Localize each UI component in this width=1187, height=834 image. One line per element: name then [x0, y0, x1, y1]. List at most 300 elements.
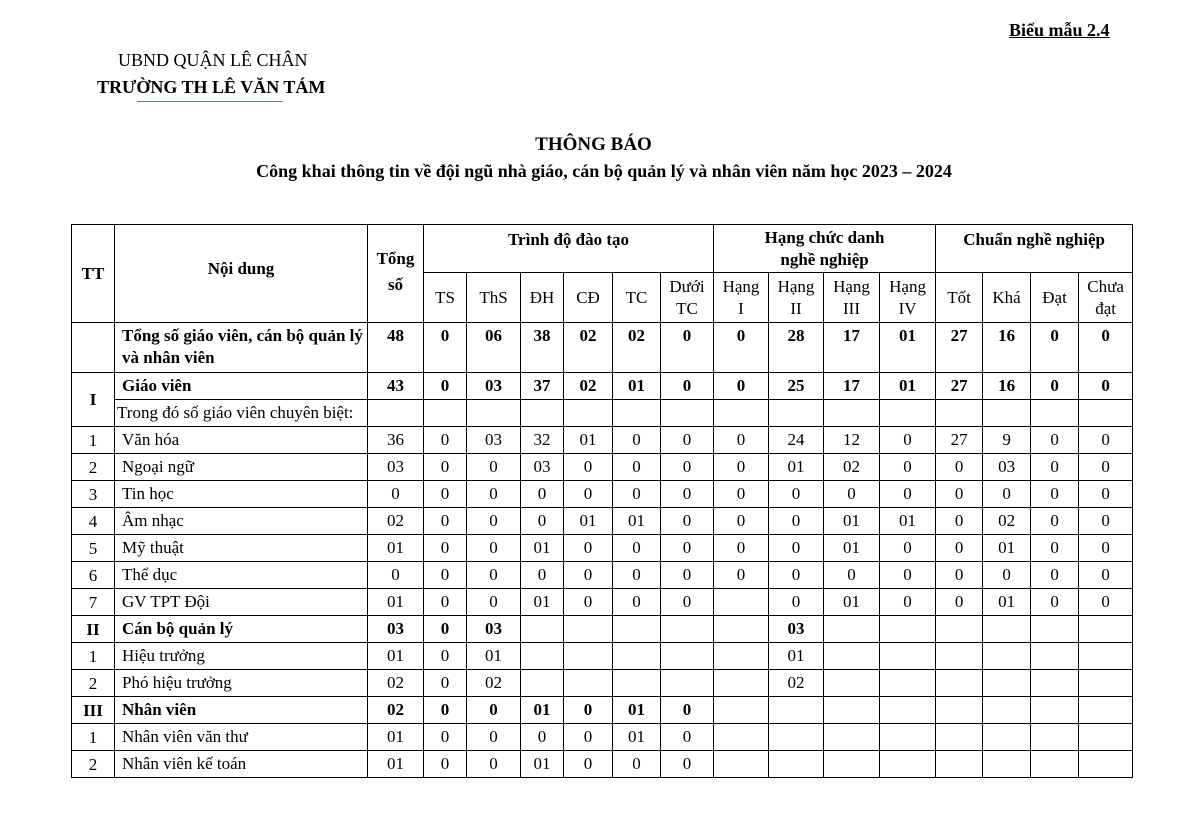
cell-value	[983, 400, 1031, 427]
cell-value: 25	[769, 373, 824, 400]
cell-value	[824, 751, 880, 778]
cell-value: 0	[1031, 562, 1079, 589]
cell-value: 0	[661, 373, 714, 400]
cell-value	[1079, 724, 1133, 751]
cell-value	[824, 724, 880, 751]
header-total-line2: số	[387, 274, 404, 294]
cell-value: 0	[564, 724, 613, 751]
header-ts-label: TS	[435, 287, 455, 307]
cell-value: 0	[467, 481, 521, 508]
cell-value	[1079, 400, 1133, 427]
cell-value	[824, 643, 880, 670]
cell-value	[936, 697, 983, 724]
header-ts	[424, 273, 467, 323]
cell-value	[1031, 670, 1079, 697]
cell-value	[661, 400, 714, 427]
cell-value	[983, 670, 1031, 697]
document-title: THÔNG BÁO	[535, 134, 652, 155]
cell-value	[1031, 616, 1079, 643]
header-group-rank-line1: Hạng chức danh	[764, 228, 885, 247]
cell-value: 0	[1079, 589, 1133, 616]
cell-value: 01	[824, 589, 880, 616]
table-body	[72, 323, 1133, 778]
cell-value: 01	[467, 643, 521, 670]
cell-value	[661, 643, 714, 670]
cell-value: 0	[424, 562, 467, 589]
cell-content: Cán bộ quản lý	[115, 616, 368, 643]
cell-value: 0	[424, 589, 467, 616]
cell-tt: 1	[72, 724, 115, 751]
header-group-rank-line2: nghề nghiệp	[780, 250, 869, 269]
cell-value: 03	[467, 427, 521, 454]
cell-value: 0	[467, 751, 521, 778]
cell-value: 28	[769, 323, 824, 373]
cell-value: 0	[661, 508, 714, 535]
cell-value: 17	[824, 323, 880, 373]
cell-tt: 5	[72, 535, 115, 562]
cell-value: 0	[769, 589, 824, 616]
cell-value: 0	[769, 481, 824, 508]
table-row	[72, 400, 1133, 427]
cell-value: 0	[1079, 454, 1133, 481]
table-row	[72, 670, 1133, 697]
cell-value: 0	[467, 562, 521, 589]
table-row	[72, 535, 1133, 562]
header-ths	[467, 273, 521, 323]
cell-value	[1031, 724, 1079, 751]
cell-value	[714, 616, 769, 643]
header-fair	[983, 273, 1031, 323]
cell-value: 27	[936, 323, 983, 373]
table-row	[72, 427, 1133, 454]
cell-value	[1079, 643, 1133, 670]
cell-value: 01	[521, 535, 564, 562]
cell-value: 0	[714, 427, 769, 454]
cell-value: 0	[661, 697, 714, 724]
cell-value: 02	[613, 323, 661, 373]
cell-content: GV TPT Đội	[115, 589, 368, 616]
cell-value: 0	[1031, 508, 1079, 535]
cell-value: 0	[368, 562, 424, 589]
cell-value	[564, 643, 613, 670]
cell-value: 0	[1031, 589, 1079, 616]
cell-value	[714, 643, 769, 670]
cell-value: 01	[880, 323, 936, 373]
cell-value: 01	[983, 535, 1031, 562]
cell-value	[521, 643, 564, 670]
cell-value	[1031, 643, 1079, 670]
cell-value: 0	[613, 751, 661, 778]
cell-value: 01	[564, 508, 613, 535]
header-group-training	[424, 225, 714, 273]
cell-tt	[72, 323, 115, 373]
header-rank3	[824, 273, 880, 323]
cell-tt: 1	[72, 427, 115, 454]
cell-value: 0	[1079, 535, 1133, 562]
cell-value	[714, 670, 769, 697]
cell-value: 01	[824, 508, 880, 535]
header-fair-label: Khá	[992, 287, 1021, 307]
cell-content: Nhân viên	[115, 697, 368, 724]
cell-value: 0	[564, 481, 613, 508]
cell-value: 01	[880, 373, 936, 400]
cell-value: 0	[880, 562, 936, 589]
cell-value: 0	[1031, 481, 1079, 508]
header-rank4-line2: IV	[898, 298, 917, 318]
cell-value: 27	[936, 427, 983, 454]
cell-content: Hiệu trưởng	[115, 643, 368, 670]
cell-tt: II	[72, 616, 115, 643]
cell-value: 01	[368, 535, 424, 562]
cell-tt: 2	[72, 454, 115, 481]
header-total	[368, 225, 424, 323]
cell-value: 0	[824, 481, 880, 508]
cell-value: 0	[661, 481, 714, 508]
cell-value: 24	[769, 427, 824, 454]
cell-value	[661, 616, 714, 643]
cell-value: 0	[467, 508, 521, 535]
cell-value: 0	[467, 589, 521, 616]
header-rank3-line2: III	[843, 298, 860, 318]
cell-value: 0	[1031, 535, 1079, 562]
cell-value: 0	[983, 562, 1031, 589]
header-rank1-line2: I	[738, 298, 744, 318]
cell-value: 03	[521, 454, 564, 481]
cell-value: 0	[424, 697, 467, 724]
cell-value: 01	[769, 643, 824, 670]
cell-value: 0	[564, 454, 613, 481]
cell-value	[467, 400, 521, 427]
header-group-standard	[936, 225, 1133, 273]
header-rank4-line1: Hạng	[889, 276, 926, 296]
cell-value: 01	[613, 724, 661, 751]
cell-value: 03	[769, 616, 824, 643]
header-fail	[1079, 273, 1133, 323]
cell-value	[880, 670, 936, 697]
cell-value: 0	[564, 562, 613, 589]
cell-value: 0	[424, 508, 467, 535]
cell-value: 0	[1079, 481, 1133, 508]
table-row	[72, 616, 1133, 643]
cell-value	[824, 400, 880, 427]
cell-value: 0	[1079, 562, 1133, 589]
cell-value: 01	[368, 751, 424, 778]
cell-value: 0	[424, 751, 467, 778]
cell-value: 01	[521, 589, 564, 616]
cell-value: 0	[661, 323, 714, 373]
cell-value: 0	[769, 562, 824, 589]
cell-value: 0	[368, 481, 424, 508]
cell-value	[824, 616, 880, 643]
school-name: TRƯỜNG TH LÊ VĂN TÁM	[97, 77, 326, 97]
cell-value	[521, 400, 564, 427]
cell-value: 16	[983, 323, 1031, 373]
header-dh	[521, 273, 564, 323]
header-pass-label: Đạt	[1042, 287, 1067, 307]
cell-value: 0	[880, 427, 936, 454]
cell-value	[880, 697, 936, 724]
cell-value: 0	[467, 535, 521, 562]
cell-value	[368, 400, 424, 427]
cell-value: 01	[368, 724, 424, 751]
cell-value: 01	[613, 373, 661, 400]
cell-value: 0	[424, 373, 467, 400]
header-below-tc	[661, 273, 714, 323]
cell-value	[880, 751, 936, 778]
cell-value: 0	[661, 562, 714, 589]
cell-value: 0	[564, 535, 613, 562]
header-content	[115, 225, 368, 323]
cell-value	[769, 697, 824, 724]
table-row	[72, 589, 1133, 616]
cell-content: Văn hóa	[115, 427, 368, 454]
cell-value	[824, 670, 880, 697]
cell-value	[613, 616, 661, 643]
table-row	[72, 562, 1133, 589]
cell-value: 0	[424, 724, 467, 751]
cell-value: 02	[564, 373, 613, 400]
cell-content: Tổng số giáo viên, cán bộ quản lý và nhân viên	[115, 323, 368, 373]
header-rank2	[769, 273, 824, 323]
cell-value	[880, 643, 936, 670]
cell-tt: 2	[72, 751, 115, 778]
cell-value	[983, 751, 1031, 778]
table-row	[72, 751, 1133, 778]
table-row	[72, 643, 1133, 670]
cell-value: 0	[824, 562, 880, 589]
header-tc	[613, 273, 661, 323]
cell-value	[1079, 697, 1133, 724]
cell-value: 02	[368, 697, 424, 724]
header-rank1-line1: Hạng	[722, 276, 760, 296]
cell-value: 0	[613, 589, 661, 616]
header-ths-label: ThS	[479, 287, 508, 307]
cell-value	[936, 400, 983, 427]
cell-value	[613, 643, 661, 670]
header-fail-line1: Chưa	[1087, 276, 1124, 296]
table-row	[72, 697, 1133, 724]
cell-value	[714, 589, 769, 616]
cell-value	[1031, 400, 1079, 427]
cell-value: 0	[1079, 323, 1133, 373]
header-content-label: Nội dung	[207, 259, 275, 278]
cell-tt: III	[72, 697, 115, 724]
cell-value	[983, 616, 1031, 643]
header-cd	[564, 273, 613, 323]
cell-value: 0	[613, 562, 661, 589]
table-row	[72, 454, 1133, 481]
cell-value	[880, 616, 936, 643]
cell-value: 0	[936, 454, 983, 481]
cell-value	[521, 616, 564, 643]
cell-tt: I	[72, 373, 115, 427]
cell-value: 0	[880, 589, 936, 616]
header-rank4	[880, 273, 936, 323]
cell-value: 12	[824, 427, 880, 454]
cell-value	[1031, 697, 1079, 724]
cell-tt: 1	[72, 643, 115, 670]
cell-value	[983, 724, 1031, 751]
cell-value	[769, 751, 824, 778]
cell-value: 0	[424, 427, 467, 454]
cell-value: 03	[467, 616, 521, 643]
cell-value: 0	[1031, 427, 1079, 454]
cell-value: 01	[368, 643, 424, 670]
cell-value	[613, 400, 661, 427]
form-code: Biểu mẫu 2.4	[1009, 20, 1110, 40]
staff-table	[71, 224, 1133, 778]
org-name: UBND QUẬN LÊ CHÂN	[118, 50, 308, 70]
header-below-tc-line1: Dưới	[669, 276, 705, 296]
cell-value	[936, 616, 983, 643]
cell-value: 0	[769, 508, 824, 535]
cell-value: 0	[661, 589, 714, 616]
cell-content: Phó hiệu trưởng	[115, 670, 368, 697]
cell-value: 43	[368, 373, 424, 400]
cell-value: 0	[714, 562, 769, 589]
cell-value: 17	[824, 373, 880, 400]
cell-value: 0	[424, 643, 467, 670]
cell-value: 0	[564, 589, 613, 616]
cell-value: 02	[564, 323, 613, 373]
cell-value: 0	[1079, 427, 1133, 454]
table-row	[72, 481, 1133, 508]
cell-value	[936, 724, 983, 751]
cell-value: 0	[936, 508, 983, 535]
cell-value	[564, 616, 613, 643]
cell-value: 02	[467, 670, 521, 697]
cell-value	[1031, 751, 1079, 778]
cell-value: 01	[613, 508, 661, 535]
header-cd-label: CĐ	[576, 287, 600, 307]
header-group-standard-label: Chuẩn nghề nghiệp	[963, 230, 1105, 249]
cell-value: 0	[1079, 373, 1133, 400]
cell-value	[564, 670, 613, 697]
cell-value: 0	[880, 535, 936, 562]
cell-value: 0	[936, 535, 983, 562]
cell-value: 01	[769, 454, 824, 481]
cell-value: 16	[983, 373, 1031, 400]
header-pass	[1031, 273, 1079, 323]
cell-value: 0	[661, 427, 714, 454]
cell-value: 0	[1031, 454, 1079, 481]
cell-value: 0	[564, 697, 613, 724]
cell-value: 0	[521, 481, 564, 508]
cell-value: 0	[467, 724, 521, 751]
cell-value	[880, 724, 936, 751]
cell-value: 37	[521, 373, 564, 400]
header-fail-line2: đạt	[1095, 298, 1116, 318]
table-row	[72, 373, 1133, 400]
header-tt	[72, 225, 115, 323]
cell-value: 01	[521, 751, 564, 778]
header-good-label: Tốt	[947, 287, 971, 307]
cell-value: 0	[936, 589, 983, 616]
cell-value: 02	[368, 670, 424, 697]
cell-value	[936, 670, 983, 697]
cell-value: 0	[714, 508, 769, 535]
cell-value: 0	[1031, 323, 1079, 373]
cell-value: 01	[368, 589, 424, 616]
cell-value: 0	[521, 562, 564, 589]
cell-value: 9	[983, 427, 1031, 454]
cell-value	[983, 697, 1031, 724]
header-group-training-label: Trình độ đào tạo	[507, 230, 630, 249]
header-rank2-line2: II	[790, 298, 802, 318]
cell-value: 0	[424, 670, 467, 697]
cell-value: 0	[613, 454, 661, 481]
cell-value: 0	[424, 616, 467, 643]
header-row-groups	[72, 225, 1133, 273]
cell-tt: 2	[72, 670, 115, 697]
cell-value: 48	[368, 323, 424, 373]
cell-content: Ngoại ngữ	[115, 454, 368, 481]
cell-value: 03	[368, 454, 424, 481]
cell-value	[1079, 670, 1133, 697]
header-good	[936, 273, 983, 323]
cell-content: Trong đó số giáo viên chuyên biệt:	[115, 400, 368, 427]
cell-value	[714, 724, 769, 751]
cell-tt: 7	[72, 589, 115, 616]
header-tc-label: TC	[625, 287, 648, 307]
cell-value: 03	[983, 454, 1031, 481]
cell-value: 0	[613, 535, 661, 562]
cell-value: 0	[661, 751, 714, 778]
cell-value: 0	[521, 724, 564, 751]
table-row	[72, 724, 1133, 751]
cell-value: 01	[613, 697, 661, 724]
cell-value	[424, 400, 467, 427]
cell-value	[1079, 751, 1133, 778]
cell-value	[936, 643, 983, 670]
header-group-rank	[714, 225, 936, 273]
cell-value	[521, 670, 564, 697]
cell-value: 03	[368, 616, 424, 643]
document-subtitle: Công khai thông tin về đội ngũ nhà giáo, cán bộ quản lý và nhân viên năm học 2023 – 2024	[256, 161, 952, 181]
cell-value: 0	[521, 508, 564, 535]
cell-value: 02	[824, 454, 880, 481]
cell-value: 0	[424, 454, 467, 481]
cell-value	[661, 670, 714, 697]
cell-value: 0	[880, 454, 936, 481]
cell-value	[714, 697, 769, 724]
cell-value: 03	[467, 373, 521, 400]
cell-value: 01	[880, 508, 936, 535]
cell-content: Nhân viên kế toán	[115, 751, 368, 778]
header-rank1	[714, 273, 769, 323]
cell-value: 36	[368, 427, 424, 454]
cell-value: 0	[1031, 373, 1079, 400]
cell-value: 0	[467, 697, 521, 724]
table-row	[72, 508, 1133, 535]
cell-value: 0	[467, 454, 521, 481]
cell-value: 02	[983, 508, 1031, 535]
cell-value: 0	[424, 535, 467, 562]
cell-content: Thể dục	[115, 562, 368, 589]
cell-value: 01	[824, 535, 880, 562]
table-row	[72, 323, 1133, 373]
cell-value: 0	[661, 535, 714, 562]
cell-tt: 4	[72, 508, 115, 535]
cell-value	[983, 643, 1031, 670]
cell-content: Mỹ thuật	[115, 535, 368, 562]
cell-value	[613, 670, 661, 697]
cell-value: 0	[983, 481, 1031, 508]
cell-content: Nhân viên văn thư	[115, 724, 368, 751]
cell-content: Âm nhạc	[115, 508, 368, 535]
cell-value: 0	[714, 323, 769, 373]
cell-value: 02	[769, 670, 824, 697]
